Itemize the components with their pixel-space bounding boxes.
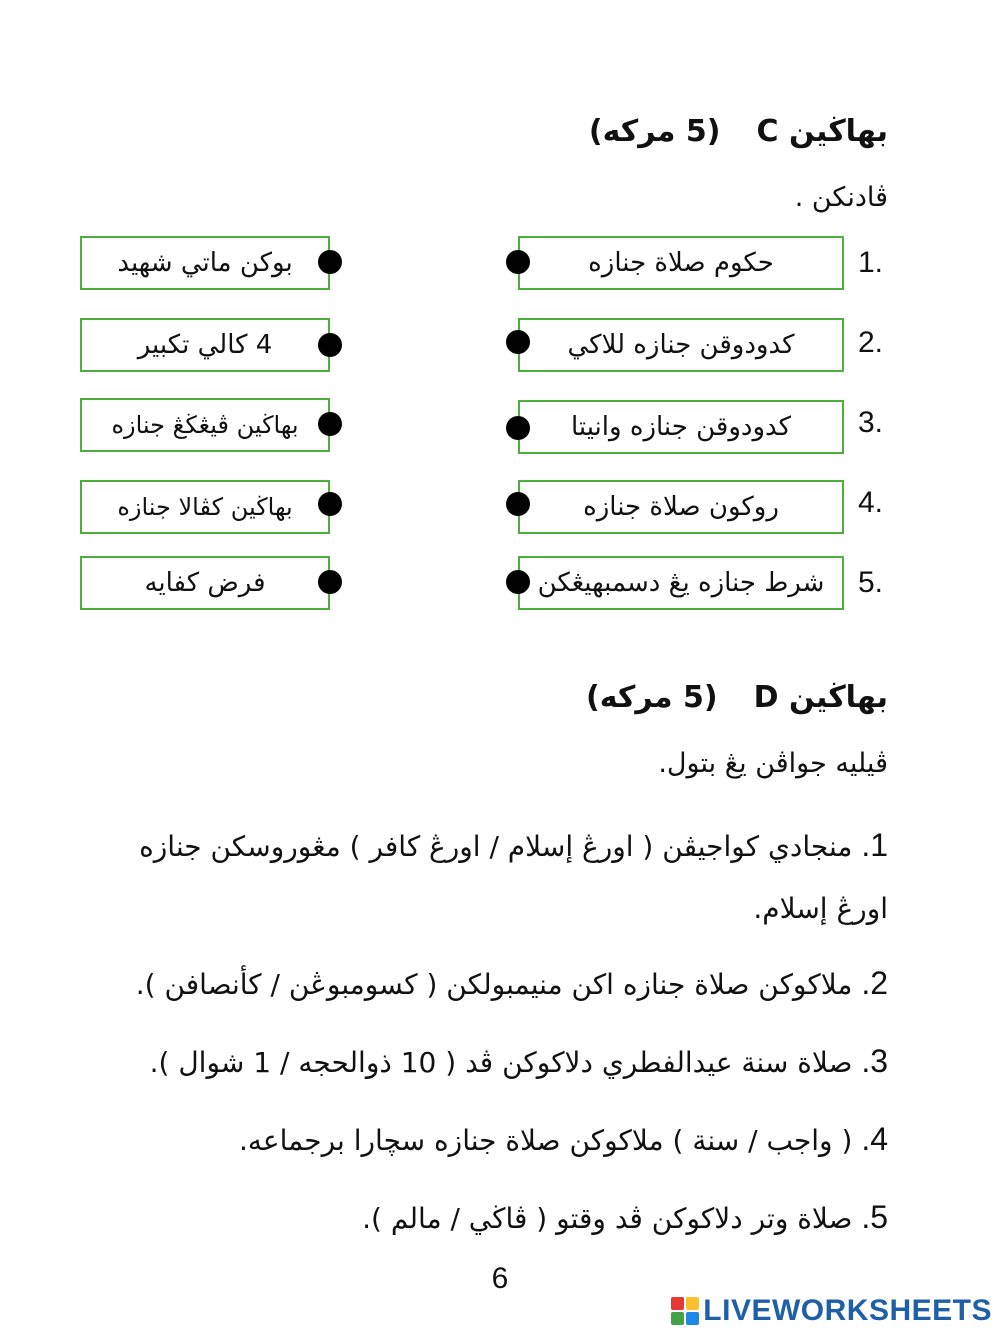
match-right-dot-1[interactable]	[318, 250, 342, 274]
item-5-number: 5.	[858, 566, 884, 599]
section-d-instruction: ڤيليه جواڤن يڠ بتول.	[658, 748, 888, 779]
question-1	[128, 814, 888, 940]
match-left-dot-1[interactable]	[506, 250, 530, 274]
question-3-number: 3.	[861, 1043, 888, 1079]
liveworksheets-brand[interactable]	[671, 1294, 992, 1328]
question-1-text: منجادي كواجيڤن ( اورڠ إسلام / اورڠ كافر ) مڠوروسكن جنازه اورڠ إسلام.	[139, 830, 888, 925]
question-5-text: صلاة وتر دلاكوكن ڤد وقتو ( ڤاڬي / مالم ).	[362, 1202, 853, 1235]
match-right-box-3: بهاڬين ڤيڠڬڠ جنازه	[80, 398, 330, 452]
question-4	[88, 1108, 888, 1172]
question-4-text: ( واجب / سنة ) ملاكوكن صلاة جنازه سچارا برجماعه.	[238, 1124, 853, 1157]
match-left-box-2: كدودوقن جنازه للاكي	[518, 318, 844, 372]
logo-square-yellow	[686, 1297, 699, 1310]
question-3-text: صلاة سنة عيدالفطري دلاكوكن ڤد ( 10 ذوالحجه / 1 شوال ).	[149, 1046, 853, 1079]
item-1-number: 1.	[858, 246, 884, 279]
section-c-title	[589, 112, 888, 152]
brand-name: LIVEWORKSHEETS	[703, 1294, 992, 1327]
match-right-box-4: بهاڬين كڤالا جنازه	[80, 480, 330, 534]
question-1-number: 1.	[861, 827, 888, 863]
match-left-dot-4[interactable]	[506, 492, 530, 516]
question-3	[88, 1030, 888, 1094]
section-d-title	[586, 678, 888, 718]
section-d-label: بهاڬين D	[753, 680, 888, 715]
section-c-marks: (5 مركه)	[588, 114, 721, 149]
question-5-number: 5.	[861, 1199, 888, 1235]
match-left-box-4: روكون صلاة جنازه	[518, 480, 844, 534]
match-left-dot-5[interactable]	[506, 570, 530, 594]
liveworksheets-logo-icon	[671, 1297, 699, 1325]
question-2-number: 2.	[861, 965, 888, 1001]
match-right-dot-3[interactable]	[318, 412, 342, 436]
question-4-number: 4.	[861, 1121, 888, 1157]
match-right-dot-5[interactable]	[318, 570, 342, 594]
match-right-dot-4[interactable]	[318, 492, 342, 516]
logo-square-green	[671, 1312, 684, 1325]
match-left-box-3: كدودوقن جنازه وانيتا	[518, 400, 844, 454]
match-left-dot-2[interactable]	[506, 330, 530, 354]
match-right-box-1: بوكن ماتي شهيد	[80, 236, 330, 290]
section-c-instruction: ڤادنكن .	[794, 182, 888, 213]
match-left-box-1: حكوم صلاة جنازه	[518, 236, 844, 290]
question-2-text: ملاكوكن صلاة جنازه اكن منيمبولكن ( كسومبوڠن / كأنصافن ).	[135, 968, 853, 1001]
item-4-number: 4.	[858, 486, 884, 519]
item-3-number: 3.	[858, 406, 884, 439]
match-right-box-5: فرض كفايه	[80, 556, 330, 610]
item-2-number: 2.	[858, 326, 884, 359]
logo-square-blue	[686, 1312, 699, 1325]
section-d-marks: (5 مركه)	[586, 680, 718, 715]
question-2	[88, 952, 888, 1016]
match-right-box-2: 4 كالي تكبير	[80, 318, 330, 372]
match-left-box-5: شرط جنازه يڠ دسمبهيڠكن	[518, 556, 844, 610]
match-left-dot-3[interactable]	[506, 416, 530, 440]
match-right-dot-2[interactable]	[318, 333, 342, 357]
section-c-label: بهاڬين C	[756, 114, 888, 149]
logo-square-red	[671, 1297, 684, 1310]
question-5	[88, 1186, 888, 1250]
page-number: 6	[491, 1262, 509, 1295]
